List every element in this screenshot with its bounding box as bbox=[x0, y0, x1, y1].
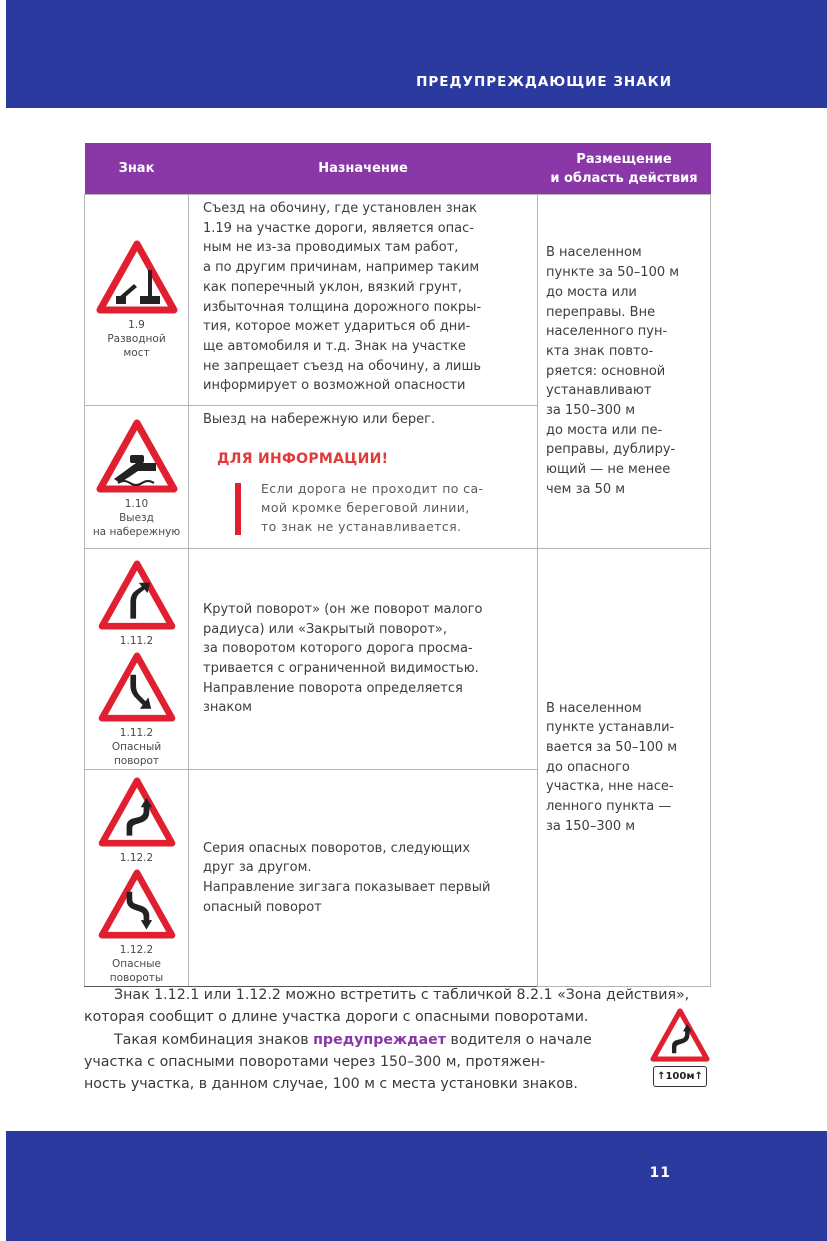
sign-name: Выезд bbox=[119, 512, 154, 524]
sign-number: 1.12.2 bbox=[119, 944, 154, 956]
body-highlight: предупреждает bbox=[313, 1032, 446, 1048]
sign-number: 1.11.2 bbox=[119, 727, 154, 739]
description-cell bbox=[189, 195, 538, 406]
body-paragraph-2 bbox=[84, 1029, 644, 1095]
description-line: друг за другом. bbox=[203, 860, 312, 876]
sign-name: повороты bbox=[109, 972, 164, 984]
sign-number: 1.11.2 bbox=[119, 635, 154, 647]
page-number: 11 bbox=[649, 1165, 671, 1181]
body-line: ность участка, в данном случае, 100 м с места установки знаков. bbox=[84, 1076, 578, 1092]
section-title: ПРЕДУПРЕЖДАЮЩИЕ ЗНАКИ bbox=[416, 74, 672, 90]
description-line: не запрещает съезд на обочину, а лишь bbox=[203, 358, 482, 374]
description-line: Съезд на обочину, где установлен знак bbox=[203, 201, 478, 216]
sign-number: 1.9 bbox=[128, 319, 145, 331]
info-title: ДЛЯ ИНФОРМАЦИИ! bbox=[217, 450, 389, 467]
placement-line: пункте устанавли- bbox=[546, 720, 675, 736]
placement-cell bbox=[538, 549, 711, 987]
description-line: ще автомобиля и т.д. Знак на участке bbox=[203, 338, 466, 354]
body-text-end: водителя о начале bbox=[446, 1032, 592, 1048]
description-line: информирует о возможной опасности bbox=[203, 378, 466, 394]
placement-line: реправы, дублиру- bbox=[546, 442, 676, 458]
sign-name: Опасные bbox=[112, 958, 161, 970]
zone-plate bbox=[653, 1066, 707, 1087]
sign-name: Опасный bbox=[111, 741, 162, 753]
description-line: тривается с ограниченной видимостью. bbox=[203, 661, 479, 676]
plate-distance: 100м bbox=[665, 1071, 695, 1082]
description-line: знаком bbox=[203, 700, 252, 716]
description-line: ным не из-за проводимых там работ, bbox=[203, 240, 459, 256]
placement-line: участка, нне насе- bbox=[546, 779, 674, 795]
description-line: 1.19 на участке дороги, является опас- bbox=[203, 220, 474, 236]
sign-number: 1.10 bbox=[124, 498, 149, 510]
body-line: участка с опасными поворотами через 150–300 м, протяжен- bbox=[84, 1054, 546, 1070]
placement-line: за 150–300 м bbox=[546, 818, 636, 834]
double-curve-left-sign-icon bbox=[96, 869, 178, 939]
arrow-up-icon: ↑ bbox=[657, 1071, 666, 1082]
placement-cell bbox=[538, 195, 711, 549]
description-line: радиуса) или «Закрытый поворот», bbox=[203, 621, 447, 637]
arrow-up-icon: ↑ bbox=[694, 1071, 703, 1082]
sign-cell bbox=[85, 406, 189, 549]
sign-name: Разводной bbox=[107, 333, 166, 345]
curve-right-sign-icon bbox=[96, 560, 178, 630]
description-cell bbox=[189, 549, 538, 770]
description-line: за поворотом которого дорога просма- bbox=[203, 641, 473, 657]
curve-left-sign-icon bbox=[96, 652, 178, 722]
info-line: то знак не устанавливается. bbox=[261, 519, 462, 535]
column-header-purpose: Назначение bbox=[189, 143, 538, 195]
description-line: Серия опасных поворотов, следующих bbox=[203, 840, 471, 856]
placement-line: устанавливают bbox=[546, 383, 652, 399]
column-header-placement-line1: Размещение bbox=[576, 151, 672, 167]
sign-number: 1.12.2 bbox=[119, 852, 154, 864]
sign-name: поворот bbox=[113, 755, 160, 767]
double-curve-sign-icon bbox=[650, 1008, 710, 1062]
placement-line: кта знак повто- bbox=[546, 343, 654, 359]
description-line: опасный поворот bbox=[203, 899, 322, 915]
placement-line: В населенном bbox=[546, 700, 642, 716]
sign-cell bbox=[85, 770, 189, 987]
body-line: Знак 1.12.1 или 1.12.2 можно встретить с табличкой 8.2.1 «Зона действия», bbox=[114, 987, 690, 1003]
description-line: Направление поворота определяется bbox=[203, 680, 463, 696]
info-accent-bar bbox=[235, 483, 241, 535]
column-header-placement bbox=[538, 143, 711, 195]
drawbridge-sign-icon bbox=[96, 240, 178, 314]
placement-line: ряется: основной bbox=[546, 363, 666, 379]
info-line: Если дорога не проходит по са- bbox=[261, 481, 484, 497]
embankment-sign-icon bbox=[96, 419, 178, 493]
column-header-sign: Знак bbox=[85, 143, 189, 195]
table-row bbox=[85, 549, 711, 770]
description-line: Выезд на набережную или берег. bbox=[203, 412, 436, 427]
placement-line: чем за 50 м bbox=[546, 481, 626, 497]
column-header-placement-line2: и область действия bbox=[550, 170, 698, 186]
description-line: как поперечный уклон, вязкий грунт, bbox=[203, 279, 462, 295]
description-line: Крутой поворот» (он же поворот малого bbox=[203, 601, 483, 617]
signs-table bbox=[84, 143, 711, 987]
placement-line: ющий — не менее bbox=[546, 462, 671, 478]
placement-line: В населенном bbox=[546, 245, 642, 261]
placement-line: пункте за 50–100 м bbox=[546, 265, 680, 281]
sign-cell bbox=[85, 195, 189, 406]
info-box bbox=[235, 479, 531, 536]
table-row bbox=[85, 195, 711, 406]
body-paragraph-1 bbox=[84, 984, 724, 1028]
placement-line: за 150–300 м bbox=[546, 403, 636, 419]
double-curve-right-sign-icon bbox=[96, 777, 178, 847]
description-line: избыточная толщина дорожного покры- bbox=[203, 299, 482, 315]
description-cell bbox=[189, 406, 538, 549]
description-line: а по другим причинам, например таким bbox=[203, 260, 480, 276]
placement-line: ленного пункта — bbox=[546, 799, 672, 815]
sign-name: мост bbox=[123, 347, 150, 359]
info-line: мой кромке береговой линии, bbox=[261, 500, 470, 516]
placement-line: до опасного bbox=[546, 759, 630, 775]
body-line: которая сообщит о длине участка дороги с опасными поворотами. bbox=[84, 1009, 589, 1025]
placement-line: до моста или пе- bbox=[546, 422, 663, 438]
sign-cell bbox=[85, 549, 189, 770]
placement-line: населенного пун- bbox=[546, 324, 668, 340]
placement-line: вается за 50–100 м bbox=[546, 739, 678, 755]
top-banner bbox=[6, 0, 827, 108]
body-line bbox=[84, 1029, 644, 1051]
placement-line: переправы. Вне bbox=[546, 304, 656, 320]
description-line: тия, которое может удариться об дни- bbox=[203, 319, 471, 335]
table-header-row bbox=[85, 143, 711, 195]
description-line: Направление зигзага показывает первый bbox=[203, 880, 491, 895]
placement-line: до моста или bbox=[546, 284, 637, 300]
sign-name: на набережную bbox=[92, 526, 181, 538]
description-cell bbox=[189, 770, 538, 987]
body-text-start: Такая комбинация знаков bbox=[114, 1032, 314, 1048]
bottom-banner bbox=[6, 1131, 827, 1241]
